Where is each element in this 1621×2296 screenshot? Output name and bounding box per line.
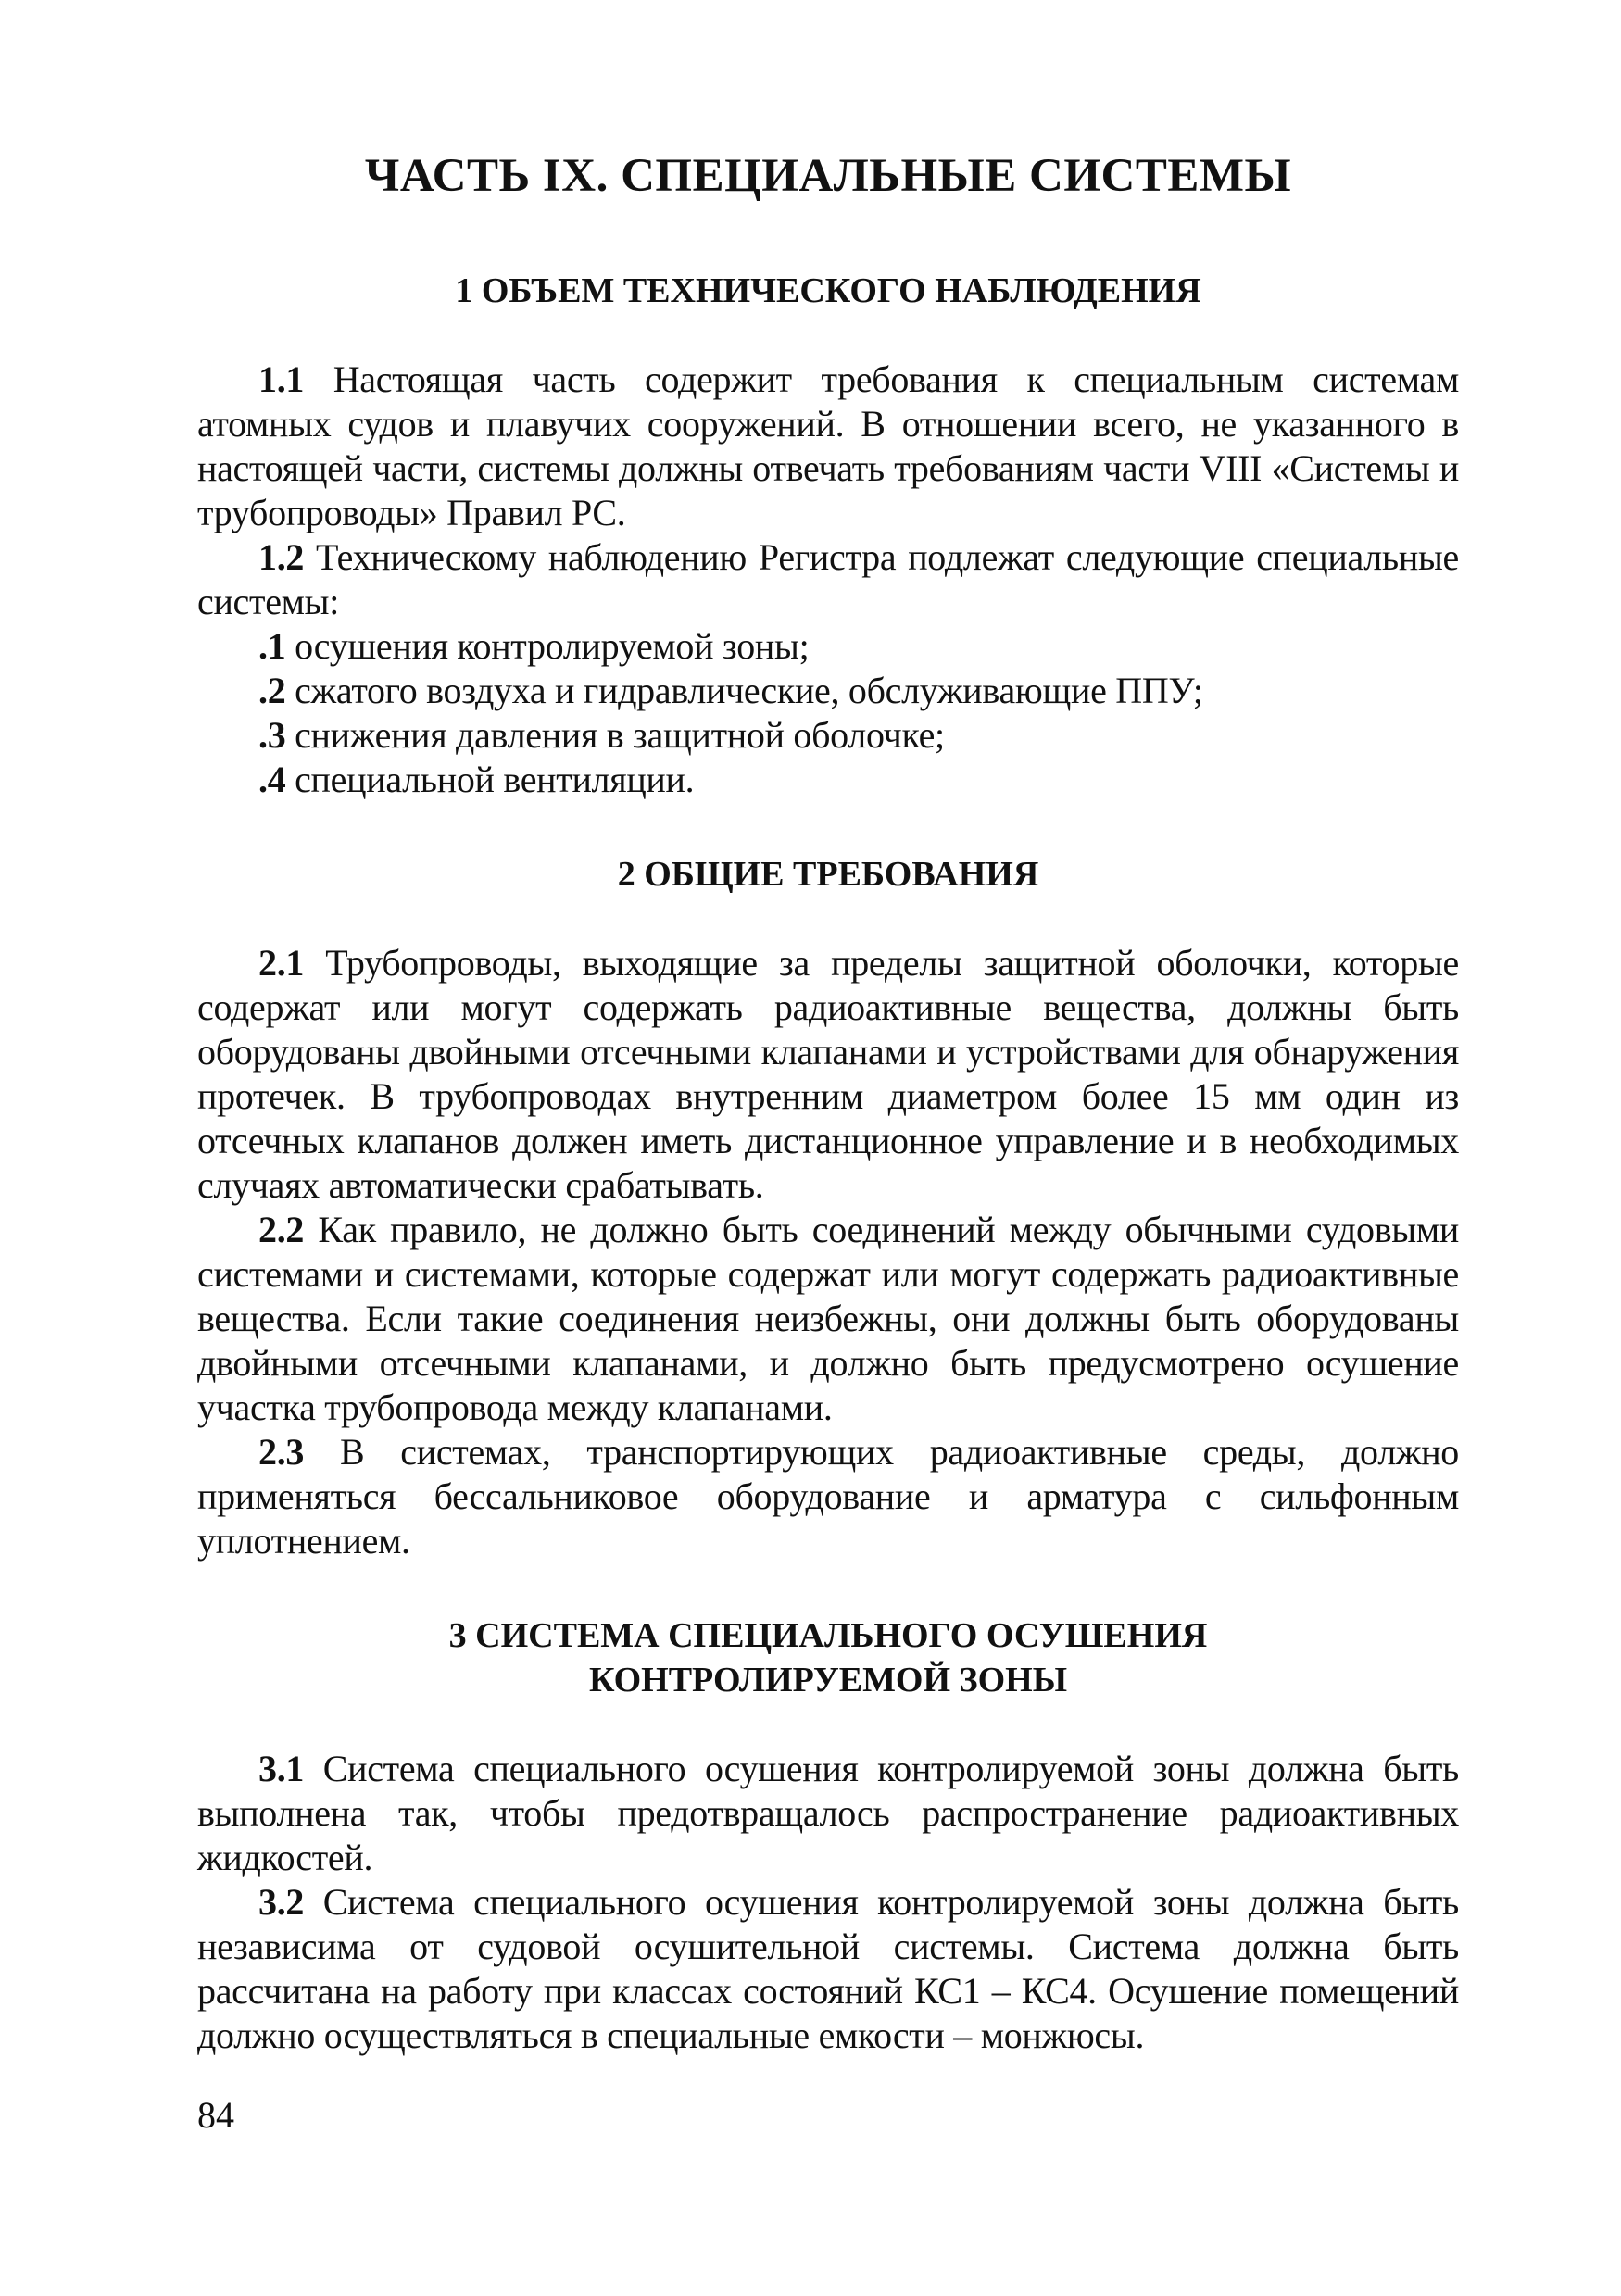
paragraph-text: Система специального осушения контролируемой зоны должна быть выполнена так, чтобы предотвращалось распространение радиоактивных жидкостей. <box>197 1748 1459 1878</box>
paragraph-text: Система специального осушения контролируемой зоны должна быть независима от судовой осушительной системы. Система должна быть рассчитана на работу при классах состояний КС1 – КС4. Осушение помещений должно осуществляться в специальные емкости – монжюсы. <box>197 1881 1459 2056</box>
part-title: ЧАСТЬ IX. СПЕЦИАЛЬНЫЕ СИСТЕМЫ <box>364 150 1292 202</box>
paragraph-2-3 <box>197 1430 1459 1563</box>
page-content <box>197 148 1459 2058</box>
paragraph-text: Как правило, не должно быть соединений между обычными судовыми системами и системами, которые содержат или могут содержать радиоактивные вещества. Если такие соединения неизбежны, они должны быть оборудованы двойными отсечными клапанами, и должно быть предусмотрено осушение участка трубопровода между клапанами. <box>197 1209 1459 1428</box>
list-item-1 <box>197 624 1459 669</box>
list-item-text: осушения контролируемой зоны; <box>285 625 810 667</box>
list-item-number: .2 <box>258 670 286 711</box>
paragraph-number: 3.2 <box>258 1881 305 1923</box>
paragraph-2-2 <box>197 1208 1459 1430</box>
paragraph-number: 2.1 <box>258 942 305 984</box>
list-item-number: .3 <box>258 714 286 756</box>
paragraph-number: 1.1 <box>258 358 305 400</box>
paragraph-number: 2.3 <box>258 1431 305 1473</box>
list-item-text: специальной вентиляции. <box>285 759 695 800</box>
paragraph-text: Трубопроводы, выходящие за пределы защитной оболочки, которые содержат или могут содержать радиоактивные вещества, должны быть оборудованы двойными отсечными клапанами и устройствами для обнаружения протечек. В трубопроводах внутренним диаметром более 15 мм один из отсечных клапанов должен иметь дистанционное управление и в необходимых случаях автоматически срабатывать. <box>197 942 1459 1206</box>
list-item-3 <box>197 713 1459 758</box>
section-3-title-line-1: 3 СИСТЕМА СПЕЦИАЛЬНОГО ОСУШЕНИЯ <box>448 1616 1208 1655</box>
paragraph-text: Техническому наблюдению Регистра подлежат следующие специальные системы: <box>197 536 1459 622</box>
paragraph-2-1 <box>197 941 1459 1208</box>
list-item-text: снижения давления в защитной оболочке; <box>285 714 945 756</box>
paragraph-number: 2.2 <box>258 1209 305 1250</box>
list-item-text: сжатого воздуха и гидравлические, обслуживающие ППУ; <box>285 670 1203 711</box>
paragraph-3-1 <box>197 1747 1459 1880</box>
paragraph-3-2 <box>197 1880 1459 2058</box>
section-3-title <box>197 1613 1459 1702</box>
list-item-number: .4 <box>258 759 286 800</box>
paragraph-number: 3.1 <box>258 1748 305 1789</box>
list-item-4 <box>197 758 1459 802</box>
section-3-title-line-2: КОНТРОЛИРУЕМОЙ ЗОНЫ <box>588 1661 1068 1700</box>
section-2-title: 2 ОБЩИЕ ТРЕБОВАНИЯ <box>617 855 1039 894</box>
list-item-number: .1 <box>258 625 286 667</box>
paragraph-text: Настоящая часть содержит требования к специальным системам атомных судов и плавучих сооружений. В отношении всего, не указанного в настоящей части, системы должны отвечать требованиям части VIII «Системы и трубопроводы» Правил РС. <box>197 358 1459 533</box>
section-1-title: 1 ОБЪЕМ ТЕХНИЧЕСКОГО НАБЛЮДЕНИЯ <box>455 271 1201 310</box>
page-number: 84 <box>197 2094 234 2136</box>
paragraph-number: 1.2 <box>258 536 305 578</box>
paragraph-1-2 <box>197 535 1459 624</box>
paragraph-1-1 <box>197 358 1459 535</box>
list-item-2 <box>197 669 1459 713</box>
paragraph-text: В системах, транспортирующих радиоактивные среды, должно применяться бессальниковое оборудование и арматура с сильфонным уплотнением. <box>197 1431 1459 1562</box>
